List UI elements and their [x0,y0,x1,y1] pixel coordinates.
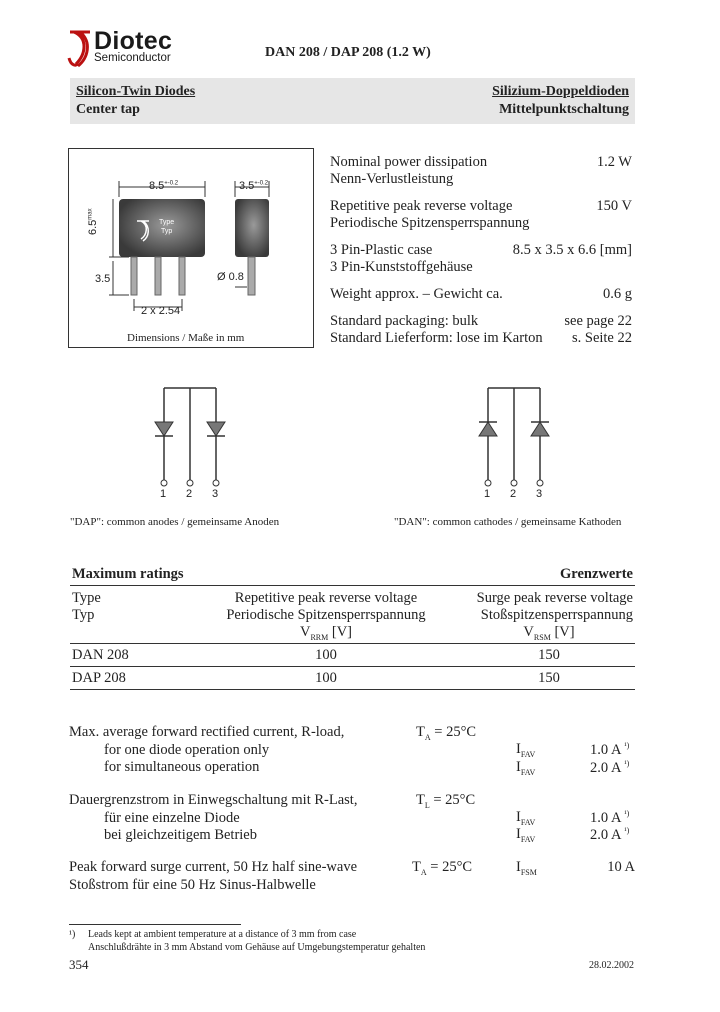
cond-en-val: = 25°C [434,724,477,740]
package-caption: Dimensions / Maße in mm [127,332,245,344]
col-vrsm-de: Stoßspitzensperrspannung [480,607,633,623]
dap-pin-1: 1 [160,488,167,500]
table-row [70,644,635,667]
footnote-ref: ¹) [624,809,630,818]
dim-lead-diameter: Ø 0.8 [217,271,244,283]
col-vrsm-sym: V [523,624,534,640]
ifsm-sub: FSM [520,867,537,877]
dim-width-tol: +-0.2 [164,180,179,187]
dim-lead-length: 3.5 [95,273,111,285]
current-de-line3: bei gleichzeitigem Betrieb [104,827,257,843]
spec-vrrm-de: Periodische Spitzensperrspannung [330,215,530,231]
row-vrrm: 100 [315,647,337,663]
diotec-logo-icon [66,28,94,68]
surge-en: Peak forward surge current, 50 Hz half sine-wave [69,859,358,875]
spec-power-de: Nenn-Verlustleistung [330,171,454,187]
col-vrrm-sub: RRM [310,632,329,642]
ifav-sim: 2.0 A [590,826,621,843]
subtitle-en: Center tap [76,102,140,117]
spec-vrrm-en: Repetitive peak reverse voltage [330,198,513,214]
ifav-sim-value [590,826,629,844]
dim-depth-label [239,180,268,192]
package-drawing [68,148,314,348]
ifav-sym: I [516,826,521,842]
surge-block [69,859,357,894]
col-type-de: Typ [72,607,95,623]
ifav-sub: FAV [520,817,536,827]
current-block-de [69,792,357,845]
document-date: 28.02.2002 [589,960,634,971]
ifsm-symbol [516,859,537,877]
ifsm-sym: I [516,859,521,875]
body-marking-2: Typ [161,228,173,235]
brand-subtitle: Semiconductor [94,52,171,64]
ifsm-value: 10 A [607,859,635,875]
spec-packaging-en: Standard packaging: bulk [330,313,479,329]
footnote-mark: ¹) [69,929,76,940]
dan-caption: "DAN": common cathodes / gemeinsame Kathoden [394,516,622,528]
spec-packaging-value: see page 22 [564,313,632,329]
current-de-line1: Dauergrenzstrom in Einwegschaltung mit R-Last, [69,792,358,808]
row-type: DAN 208 [72,647,129,663]
row-vrsm: 150 [538,670,560,686]
ifav-symbol [516,826,535,844]
current-en-line3: for simultaneous operation [104,759,260,775]
ifav-single: 1.0 A [590,809,621,826]
dim-depth-tol: +-0.2 [254,180,269,187]
dim-depth: 3.5 [239,180,255,192]
row-vrsm: 150 [538,647,560,663]
ifav-single-value [590,809,629,827]
col-vrsm-unit: [V] [554,624,575,640]
row-vrrm: 100 [315,670,337,686]
page-number: 354 [69,957,89,972]
ifav-sub: FAV [520,749,536,759]
dim-height-label [87,208,99,235]
current-en-line2: for one diode operation only [104,741,270,758]
ifav-single: 1.0 A [590,741,621,758]
dap-circuit-diagram [140,380,240,500]
cond-en [416,724,476,742]
dim-pitch: 2 x 2.54 [141,305,181,317]
cond-surge-sub: A [420,867,427,877]
spec-packaging-de: Standard Lieferform: lose im Karton [330,330,543,346]
dan-pin-2: 2 [510,488,517,500]
cond-en-sym: T [416,724,425,740]
ratings-title: Maximum ratings [72,566,184,582]
spec-case-de: 3 Pin-Kunststoffgehäuse [330,259,473,275]
title-bar [70,78,635,124]
ifav-single-value [590,741,629,759]
dap-caption: "DAP": common anodes / gemeinsame Anoden [70,516,280,528]
footnote-rule [69,924,241,925]
spec-weight-value: 0.6 g [603,286,632,302]
col-vrsm-symbol [498,624,600,642]
footnote-en: Leads kept at ambient temperature at a distance of 3 mm from case [88,929,357,940]
spec-power-value: 1.2 W [596,154,632,170]
col-vrrm-de: Periodische Spitzensperrspannung [226,607,426,623]
dim-height-tol: max [87,208,94,220]
cond-de-sym: T [416,792,425,808]
body-marking-1: Type [159,219,175,226]
ifav-sim: 2.0 A [590,759,621,776]
ifav-symbol [516,809,535,827]
footnote-ref: ¹) [624,741,630,750]
ifav-symbol [516,759,535,777]
dim-width-label [149,180,178,192]
ifav-sym: I [516,741,521,757]
title-de: Silizium-Doppeldioden [492,84,629,99]
spec-case-en: 3 Pin-Plastic case [330,242,433,258]
ratings-table [70,563,635,690]
ifav-sim-value [590,759,629,777]
col-vrrm-en: Repetitive peak reverse voltage [234,590,418,606]
cond-de-val: = 25°C [433,792,476,808]
dim-height: 6.5 [87,219,99,235]
dim-width: 8.5 [149,180,165,192]
col-vrrm-symbol [220,624,432,642]
title-en: Silicon-Twin Diodes [76,84,196,99]
dan-pin-3: 3 [536,488,543,500]
document-title: DAN 208 / DAP 208 (1.2 W) [265,45,431,60]
col-vrrm-sym: V [299,624,311,640]
col-vrsm-sub: RSM [533,632,551,642]
dap-pin-3: 3 [212,488,219,500]
table-row [70,667,635,690]
ifav-sym: I [516,759,521,775]
cond-de [416,792,475,810]
cond-de-sub: L [424,800,430,810]
spec-case-value: 8.5 x 3.5 x 6.6 [mm] [512,242,632,258]
cond-surge-sym: T [412,859,421,875]
ratings-title-de: Grenzwerte [560,566,633,582]
col-type-en: Type [72,590,101,606]
dan-circuit-diagram [464,380,564,500]
ifav-symbol [516,741,535,759]
dan-pin-1: 1 [484,488,491,500]
cond-en-sub: A [424,732,431,742]
current-de-line2: für eine einzelne Diode [104,809,240,826]
brand-name: Diotec [94,27,173,55]
col-vrrm-unit: [V] [331,624,353,640]
current-block-en [69,724,344,777]
row-type: DAP 208 [72,670,126,686]
footnote-ref: ¹) [624,826,630,835]
cond-surge-val: = 25°C [430,859,473,875]
footnote-ref: ¹) [624,759,630,768]
ifav-sub: FAV [520,767,536,777]
cond-surge [412,859,472,877]
spec-packaging-value-de: s. Seite 22 [571,330,632,346]
subtitle-de: Mittelpunktschaltung [499,102,629,117]
package-outline [69,149,313,347]
dap-pin-2: 2 [186,488,193,500]
spec-weight: Weight approx. – Gewicht ca. [330,286,503,302]
footnote-de: Anschlußdrähte in 3 mm Abstand vom Gehäuse auf Umgebungstemperatur gehalten [88,942,426,953]
surge-de: Stoßstrom für eine 50 Hz Sinus-Halbwelle [69,876,316,893]
current-en-line1: Max. average forward rectified current, R-load, [69,724,345,740]
spec-vrrm-value: 150 V [596,198,632,214]
ifav-sub: FAV [520,834,536,844]
spec-power-en: Nominal power dissipation [330,154,488,170]
ifav-sym: I [516,809,521,825]
col-vrsm-en: Surge peak reverse voltage [476,590,633,606]
ratings-header [70,586,635,644]
